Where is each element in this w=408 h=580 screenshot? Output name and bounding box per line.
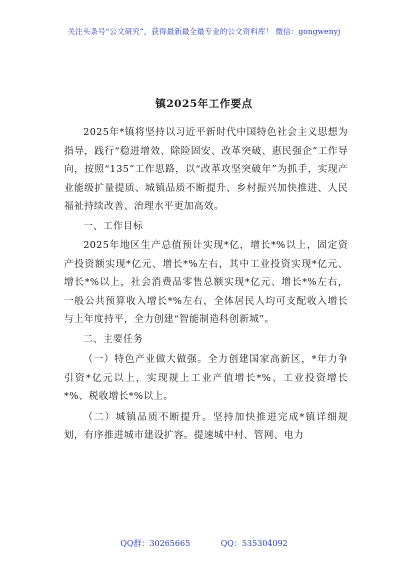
bottom-contact-banner (0, 538, 408, 549)
task-paragraph-1: （一）特色产业做大做强。全力创建国家高新区，*年力争引资*亿元以上，实现规上工业产值增长*%、工业投资增长*%、税收增长*%以上。 (64, 354, 348, 402)
section-heading-goals: 一、工作目标 (83, 220, 144, 232)
qq-contact-label[interactable]: QQ：535304092 (220, 539, 288, 548)
top-promo-banner[interactable]: 关注头条号“公文研究”，获得最新最全最专业的公文资料库！ 微信：gongwenyj (67, 27, 341, 36)
intro-paragraph: 2025年*镇将坚持以习近平新时代中国特色社会主义思想为指导，践行“稳进增效、除险固安、改革突破、惠民强企”工作导向，按照“135”工作思路，以“改革攻坚突破年”为抓手，实现产业能级扩量提质、城镇品质不断提升、乡村振兴加快推进、人民福祉持续改善、治理水平更加高效。 (64, 127, 348, 212)
task-paragraph-2: （二）城镇品质不断提升。坚持加快推进完成*镇详细规划，有序推进城市建设扩容。提速城中村、管网、电力 (64, 411, 348, 441)
qq-group-label[interactable]: QQ群：30265665 (120, 539, 191, 548)
document-body (64, 124, 348, 447)
section-heading-tasks: 二、主要任务 (83, 333, 144, 345)
goals-paragraph: 2025年地区生产总值预计实现*亿，增长*%以上，固定资产投资额实现*亿元、增长*%左右，其中工业投资实现*亿元、增长*%以上，社会消费品零售总额实现*亿元、增长*%左右，一般公共预算收入增长*%左右，全体居民人均可支配收入增长与上年度持平，全力创建“智能制造科创新城”。 (64, 240, 348, 325)
document-title: 镇2025年工作要点 (155, 98, 253, 110)
